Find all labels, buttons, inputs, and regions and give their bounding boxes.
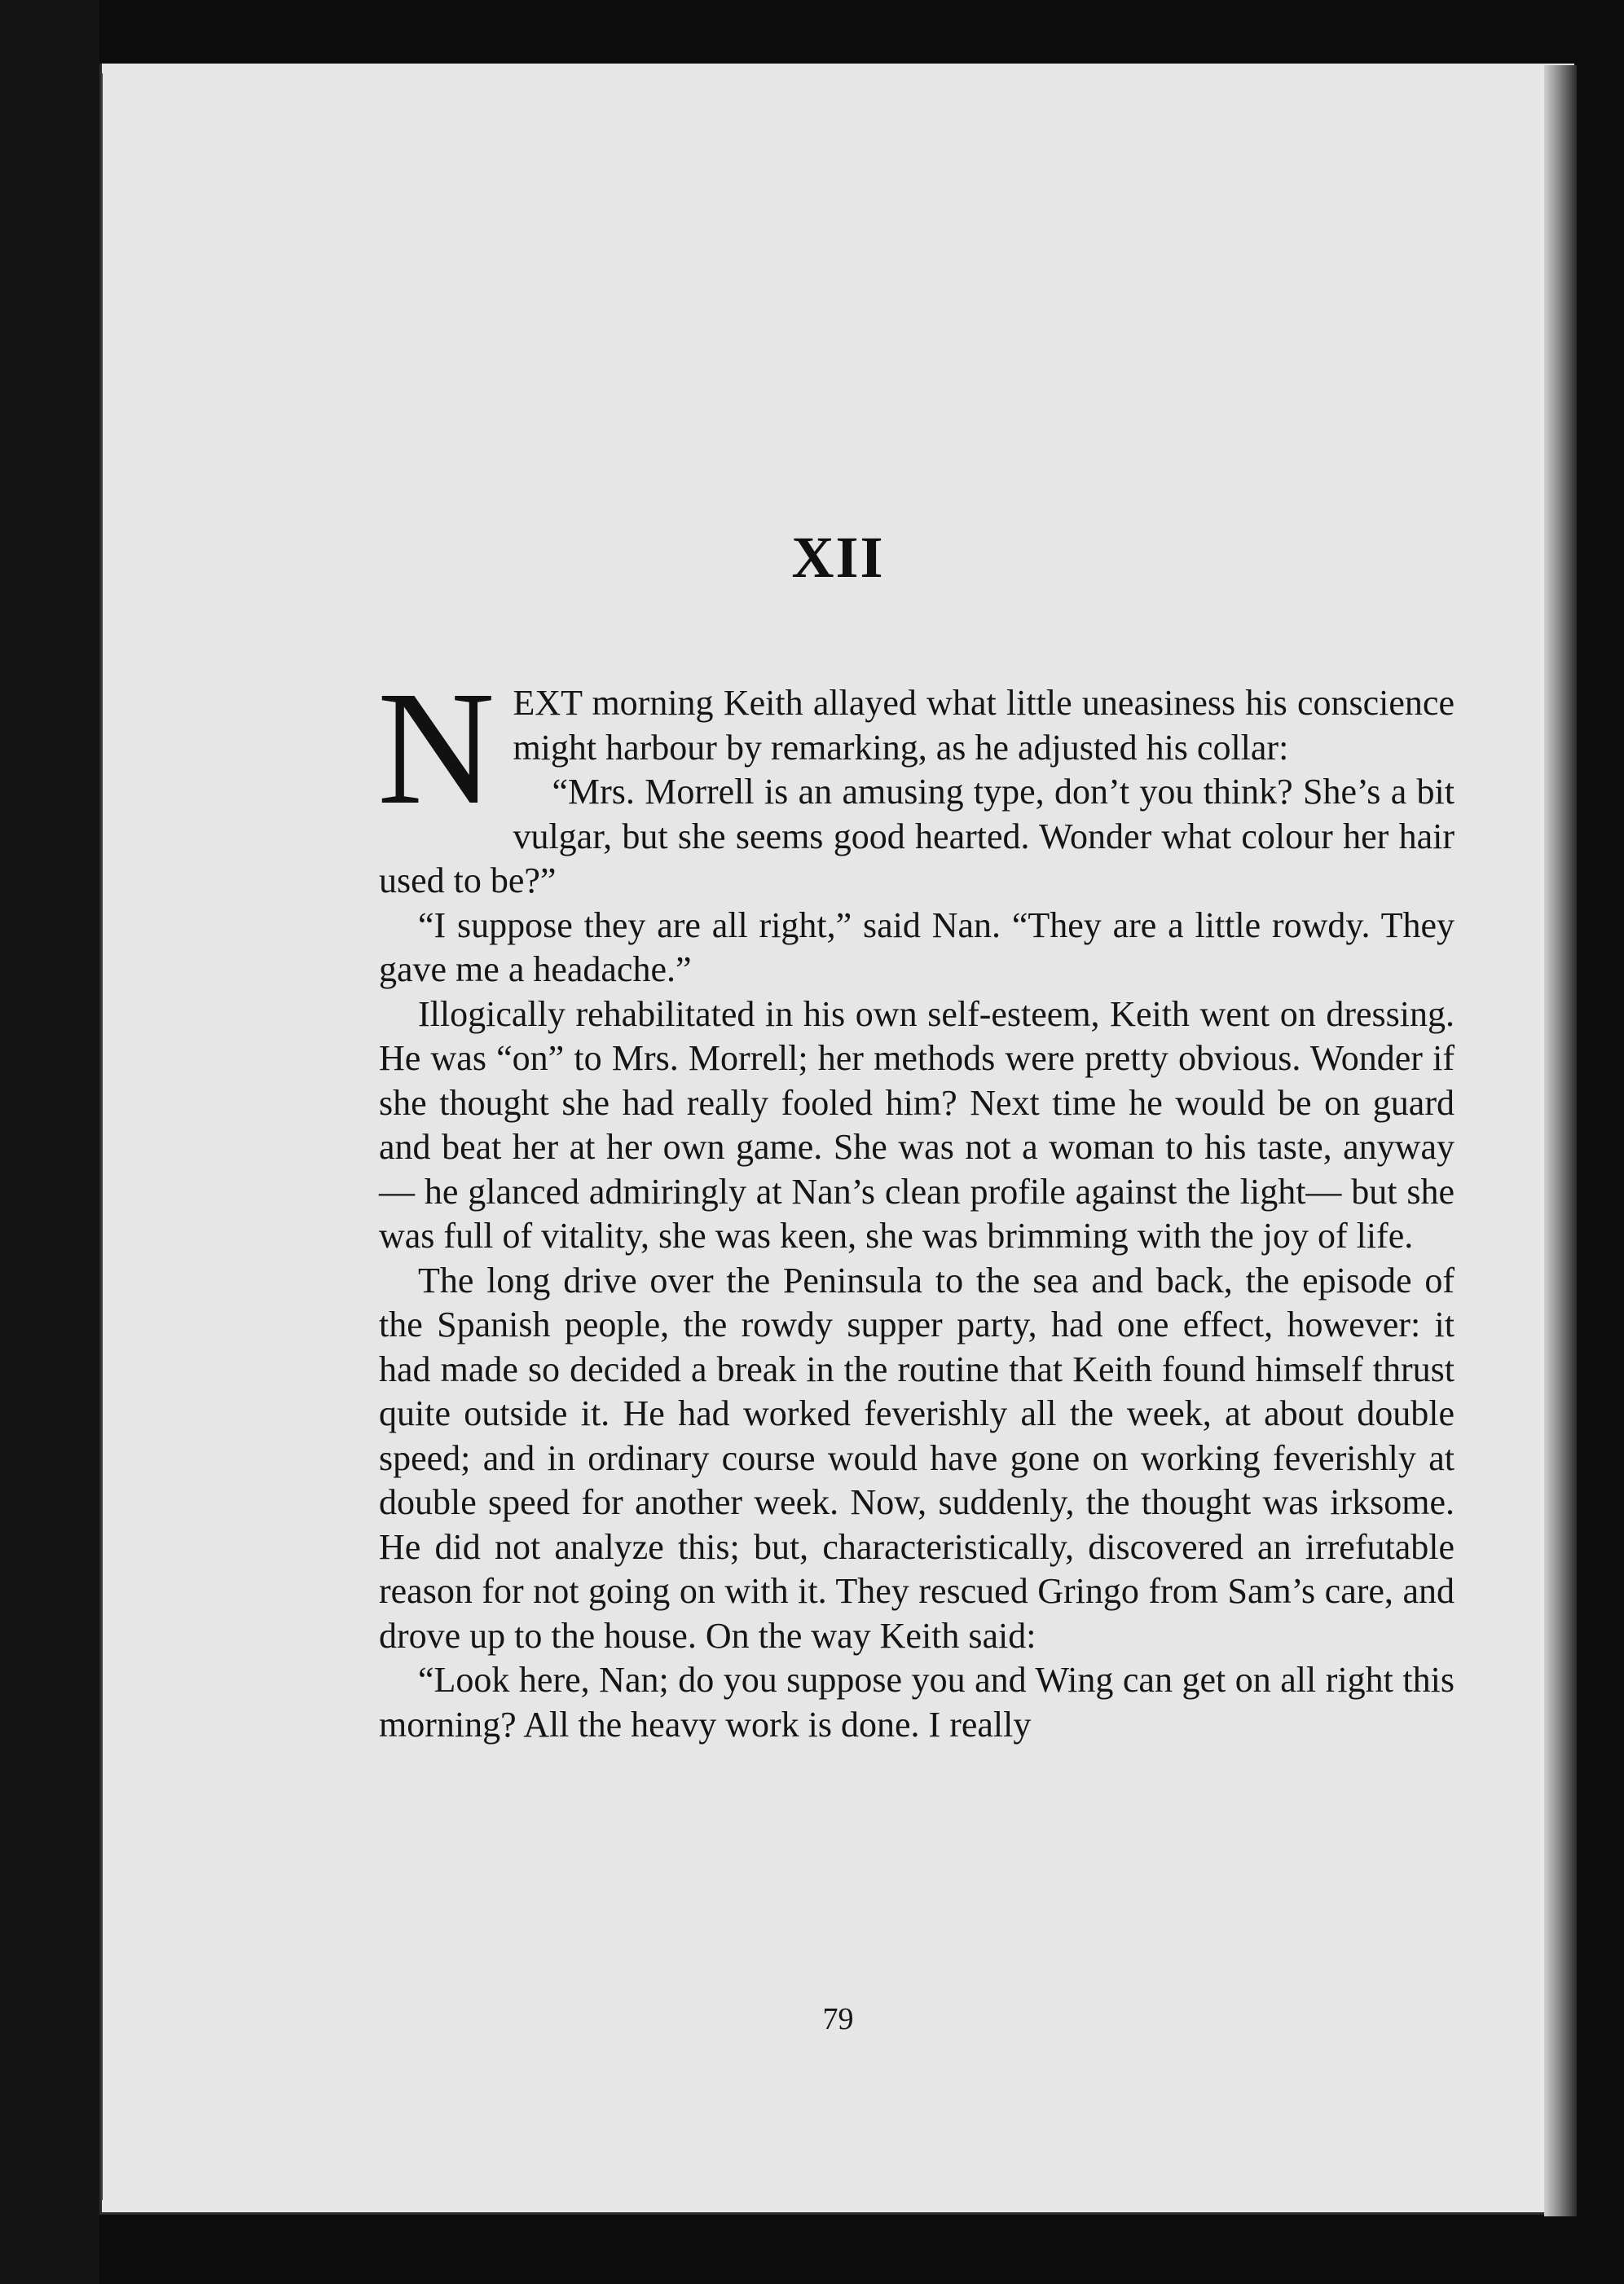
page-edge-line [101, 73, 103, 2200]
paragraph: “Look here, Nan; do you suppose you and Wing can get on all right this morning? All the heavy work is done. I really [379, 1660, 1455, 1745]
paragraph: Illogically rehabilitated in his own self-esteem, Keith went on dressing. He was “on” to Mrs. Morrell; her methods were pretty obvious. Wonder if she thought she had really fooled him? Next time he would be on guard and beat her at her own game. She was not a woman to his taste, anyway— he glanced admiringly at Nan’s clean profile against the light— but she was full of vitality, she was keen, she was brimming with the joy of life. [379, 993, 1455, 1256]
book-spine-shadow [1544, 65, 1577, 2216]
body-text [377, 658, 1455, 1747]
scan-border-left [0, 0, 99, 2284]
paragraph: EXT morning Keith allayed what little uneasiness his conscience might harbour by remarking, as he adjusted his collar: [513, 683, 1455, 768]
book-page [99, 64, 1574, 2215]
paragraph: “I suppose they are all right,” said Nan. “They are a little rowdy. They gave me a headache.” [379, 904, 1455, 989]
drop-cap: N [377, 658, 495, 838]
paragraph: The long drive over the Peninsula to the sea and back, the episode of the Spanish people, the rowdy supper party, had one effect, however: it had made so decided a break in the routine that Keith found himself thrust quite outside it. He had worked feverishly all the week, at about double speed; and in ordinary course would have gone on working feverishly at double speed for another week. Now, suddenly, the thought was irksome. He did not analyze this; but, characteristically, discovered an irrefutable reason for not going on with it. They rescued Gringo from Sam’s care, and drove up to the house. On the way Keith said: [379, 1260, 1455, 1656]
page-number: 79 [822, 2002, 854, 2036]
chapter-heading: XII [791, 525, 885, 590]
paragraph: “Mrs. Morrell is an amusing type, don’t you think? She’s a bit vulgar, but she seems good hearted. Wonder what colour her hair used to be?” [379, 772, 1455, 900]
